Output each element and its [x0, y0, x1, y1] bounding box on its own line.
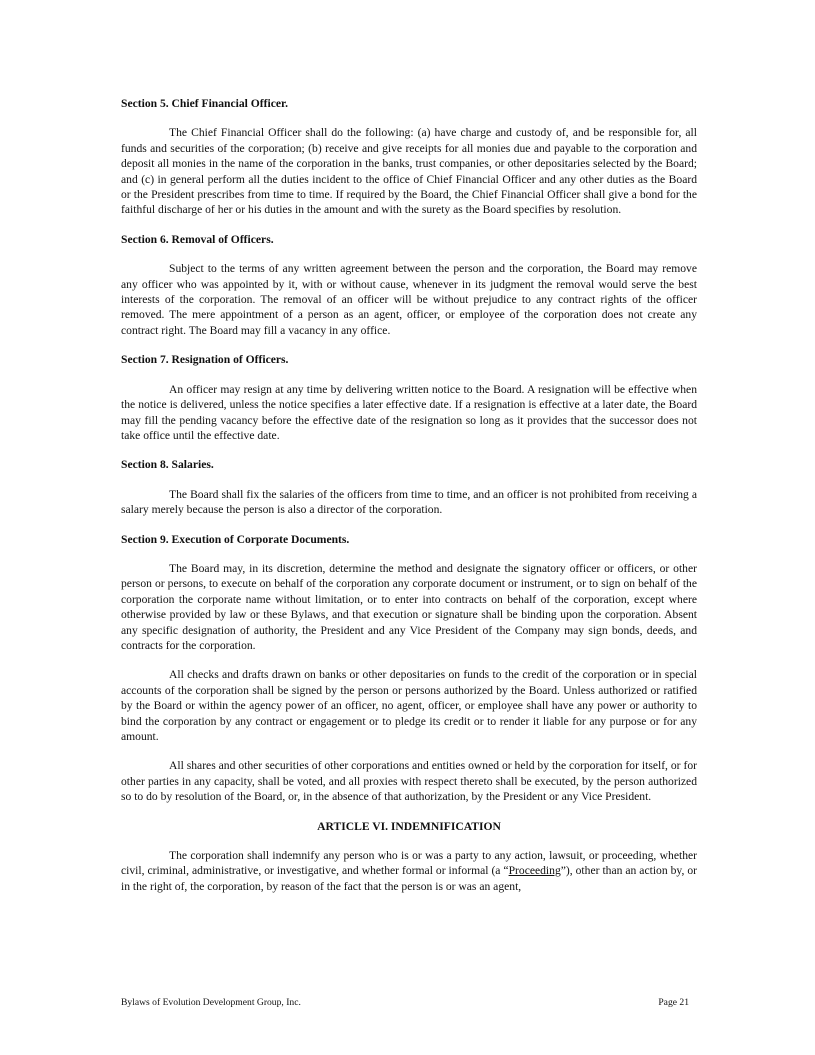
article-text-after: ”), other than an action by, or in the right of, the corporation, by reason of the fact that the person is or was an agent,: [121, 864, 698, 893]
section-heading: Section 9. Execution of Corporate Documents.: [121, 532, 350, 546]
section-paragraph: The Board shall fix the salaries of the officers from time to time, and an officer is not prohibited from receiving a salary merely because the person is also a director of the corporation.: [121, 487, 697, 517]
section-5: [121, 96, 697, 218]
article-title: ARTICLE VI. INDEMNIFICATION: [317, 819, 501, 833]
defined-term-proceeding: Proceeding: [508, 864, 561, 878]
section-paragraph: The Chief Financial Officer shall do the following: (a) have charge and custody of, and be responsible for, all funds and securities of the corporation; (b) receive and give receipts for all monies due and payable to the corporation and deposit all monies in the name of the corporation in the banks, trust companies, or other depositaries selected by the Board; and (c) in general perform all the duties incident to the office of Chief Financial Officer and any other duties as the Board or the President prescribes from time to time. If required by the Board, the Chief Financial Officer shall give a bond for the faithful discharge of her or his duties in the amount and with the surety as the Board specifies by resolution.: [121, 126, 697, 217]
section-heading: Section 7. Resignation of Officers.: [121, 353, 289, 367]
article-text-before: The corporation shall indemnify any person who is or was a party to any action, lawsuit, or proceeding, whether civil, criminal, administrative, or investigative, and whether formal or informal (a “: [121, 849, 697, 878]
section-paragraph: Subject to the terms of any written agreement between the person and the corporation, the Board may remove any officer who was appointed by it, with or without cause, whenever in its judgment the removal would serve the best interests of the corporation. The removal of an officer will be without prejudice to any contract rights of the officer removed. The mere appointment of a person as an agent, officer, or employee of the corporation does not create any contract right. The Board may fill a vacancy in any office.: [121, 262, 697, 337]
article-paragraph: [121, 848, 697, 894]
section-7: [121, 352, 697, 443]
footer-document-title: Bylaws of Evolution Development Group, Inc.: [121, 997, 301, 1008]
document-page: [121, 96, 697, 908]
section-heading: Section 5. Chief Financial Officer.: [121, 97, 289, 110]
section-paragraph: All checks and drafts drawn on banks or other depositaries on funds to the credit of the corporation or in special accounts of the corporation shall be signed by the person or persons authorized by the Board. Unless authorized or ratified by the Board or within the agency power of an officer, no agent, officer, or employee shall have any power or authority to bind the corporation by any contract or engagement or to pledge its credit or to render it liable for any purpose or for any amount.: [121, 668, 697, 743]
section-8: [121, 457, 697, 517]
section-heading: Section 6. Removal of Officers.: [121, 232, 274, 246]
section-paragraph: An officer may resign at any time by delivering written notice to the Board. A resignation will be effective when the notice is delivered, unless the notice specifies a later effective date. If a resignation is effective at a later date, the Board may fill the pending vacancy before the effective date of the resignation so long as it provides that the successor does not take office until the effective date.: [121, 382, 697, 442]
page-number: Page 21: [658, 997, 689, 1008]
section-paragraph: All shares and other securities of other corporations and entities owned or held by the corporation for itself, or for other parties in any capacity, shall be voted, and all proxies with respect thereto shall be executed, by the person authorized so to do by resolution of the Board, or, in the absence of that authorization, by the President or any Vice President.: [121, 759, 697, 804]
section-heading: Section 8. Salaries.: [121, 458, 214, 472]
section-6: [121, 232, 697, 338]
section-9: [121, 532, 697, 805]
section-paragraph: The Board may, in its discretion, determine the method and designate the signatory officer or officers, or other person or persons, to execute on behalf of the corporation any corporate document or instrument, or to sign on behalf of the corporation the corporate name without limitation, or to enter into contracts on behalf of the corporation, except where otherwise provided by law or these Bylaws, and that execution or signature shall be binding upon the corporation. Absent any specific designation of authority, the President and any Vice President of the Company may sign bonds, deeds, and contracts for the corporation.: [121, 561, 697, 652]
